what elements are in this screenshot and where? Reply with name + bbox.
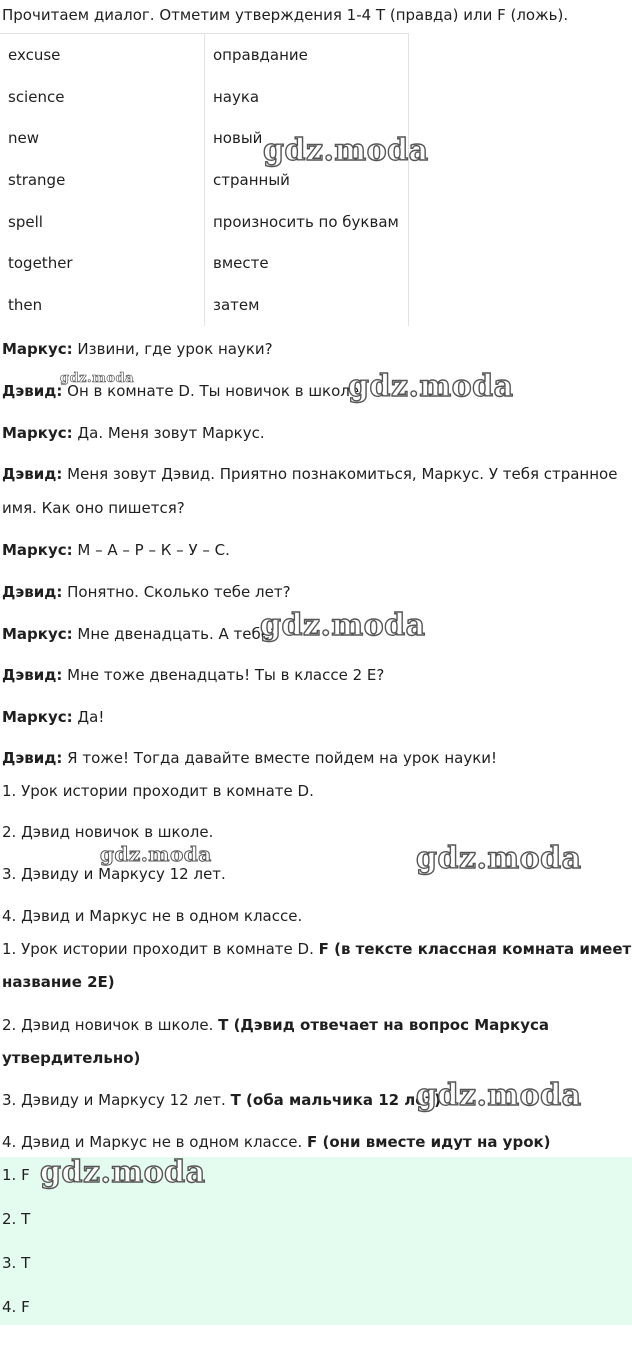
vocab-en: together [0,242,205,284]
explanation-continuation [2,973,115,991]
watermark: gdz.moda [263,133,429,168]
dialogue-line [2,625,278,643]
vocab-en: science [0,76,205,118]
dialogue-text: Мне двенадцать. А тебе? [72,625,278,643]
explanation-verdict: T (оба мальчика 12 лет) [230,1091,442,1109]
watermark: gdz.moda [60,371,135,386]
vocab-ru: оправдание [205,34,409,76]
speaker-name: Маркус: [2,708,73,726]
speaker-name: Маркус: [2,340,73,358]
explanation-verdict: F (в тексте классная комната имеет [318,940,632,958]
vocab-en: spell [0,201,205,243]
statement: 2. Дэвид новичок в школе. [2,823,214,841]
vocab-en: then [0,284,205,326]
dialogue-line [2,465,617,483]
explanation [2,1133,551,1151]
speaker-name: Маркус: [2,541,73,559]
dialogue-line [2,424,265,442]
vocab-en: new [0,117,205,159]
statement: 3. Дэвиду и Маркусу 12 лет. [2,865,226,883]
dialogue-line [2,749,497,767]
vocab-ru: наука [205,76,409,118]
dialogue-text: Я тоже! Тогда давайте вместе пойдем на урок науки! [62,749,498,767]
vocab-ru: новый [205,117,409,159]
dialogue-text: Извини, где урок науки? [72,340,273,358]
watermark: gdz.moda [100,842,212,866]
answer-item: 4. F [2,1298,30,1316]
watermark: gdz.moda [40,1155,206,1190]
dialogue-line-continuation: имя. Как оно пишется? [2,499,185,517]
watermark: gdz.moda [416,841,582,876]
explanation-verdict: утвердительно) [2,1049,141,1067]
vocab-ru: произносить по буквам [205,201,409,243]
explanation [2,1091,441,1109]
speaker-name: Дэвид: [2,583,63,601]
speaker-name: Дэвид: [2,382,63,400]
dialogue-line [2,340,273,358]
explanation-statement: 3. Дэвиду и Маркусу 12 лет. [2,1091,231,1109]
speaker-name: Дэвид: [2,666,63,684]
explanation-verdict: название 2Е) [2,973,115,991]
dialogue-text: Понятно. Сколько тебе лет? [62,583,291,601]
table-row [0,284,409,326]
answer-item: 2. T [2,1210,31,1228]
statement: 1. Урок истории проходит в комнате D. [2,782,314,800]
explanation [2,940,631,958]
watermark: gdz.moda [416,1078,582,1113]
watermark: gdz.moda [348,369,514,404]
explanation-statement: 2. Дэвид новичок в школе. [2,1016,219,1034]
statement: 4. Дэвид и Маркус не в одном классе. [2,907,303,925]
vocab-en: strange [0,159,205,201]
dialogue-text: Меня зовут Дэвид. Приятно познакомиться, Маркус. У тебя странное [62,465,618,483]
explanation-continuation [2,1049,140,1067]
answer-item: 1. F [2,1166,30,1184]
task-intro: Прочитаем диалог. Отметим утверждения 1-4 T (правда) или F (ложь). [2,6,569,24]
dialogue-text: Мне тоже двенадцать! Ты в классе 2 Е? [62,666,385,684]
explanation [2,1016,549,1034]
table-row [0,76,409,118]
dialogue-line [2,666,384,684]
dialogue-line [2,541,230,559]
speaker-name: Дэвид: [2,749,63,767]
table-row [0,34,409,76]
speaker-name: Дэвид: [2,465,63,483]
dialogue-text: М – А – Р – К – У – С. [72,541,230,559]
watermark: gdz.moda [260,608,426,643]
dialogue-text: Он в комнате D. Ты новичок в школе? [62,382,368,400]
explanation-statement: 1. Урок истории проходит в комнате D. [2,940,319,958]
answer-item: 3. T [2,1254,31,1272]
table-row [0,201,409,243]
dialogue-line [2,708,104,726]
dialogue-text: Да! [72,708,105,726]
explanation-verdict: T (Дэвид отвечает на вопрос Маркуса [218,1016,549,1034]
vocab-ru: вместе [205,242,409,284]
table-row [0,242,409,284]
vocab-en: excuse [0,34,205,76]
dialogue-line [2,583,291,601]
dialogue-line [2,382,367,400]
vocab-ru: странный [205,159,409,201]
speaker-name: Маркус: [2,625,73,643]
explanation-verdict: F (они вместе идут на урок) [307,1133,551,1151]
vocabulary-table [0,33,409,326]
explanation-statement: 4. Дэвид и Маркус не в одном классе. [2,1133,308,1151]
vocab-ru: затем [205,284,409,326]
speaker-name: Маркус: [2,424,73,442]
dialogue-text: Да. Меня зовут Маркус. [72,424,265,442]
